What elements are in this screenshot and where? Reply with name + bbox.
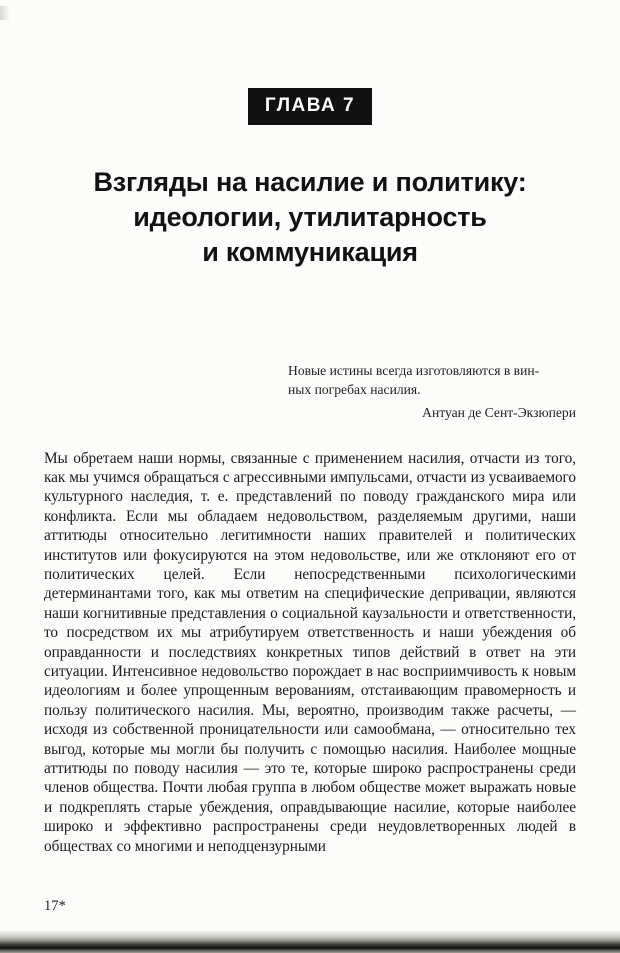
scan-bottom-edge xyxy=(0,931,620,953)
epigraph-text-line-1: Новые истины всегда изготовляются в вин- xyxy=(288,363,540,378)
page-number: 17* xyxy=(44,898,66,914)
epigraph-author: Антуан де Сент-Экзюпери xyxy=(422,405,576,420)
scan-corner-artifact xyxy=(0,6,10,20)
page-title-line-3: и коммуникация xyxy=(202,237,418,267)
epigraph-text-line-2: ных погребах насилия. xyxy=(288,381,421,397)
page-title-line-1: Взгляды на насилие и политику: xyxy=(93,167,527,197)
page-title-line-2: идеологии, утилитарность xyxy=(133,202,487,232)
page-title xyxy=(30,165,590,270)
body-paragraph: Мы обретаем наши нормы, связанные с применением насилия, отчасти из того, как мы учимся обращаться с агрессивными импульсами, отчасти из усваиваемого культурного наследия, т. е. представлений по поводу гражданского мира или конфликта. Если мы обладаем недовольством, разделяемым другими, наши аттитюды относительно легитимности наших правителей и политических институтов или фокусируются на этом недовольстве, или же отклоняют его от политических целей. Если непосредственными психологическими детерминантами того, как мы ответим на специфические депривации, являются наши когнитивные представления о социальной каузальности и ответственности, то посредством их мы атрибутируем ответственность и наши убеждения об оправданности и последствиях конкретных типов действий в ответ на эти ситуации. Интенсивное недовольство порождает в нас восприимчивость к новым идеологиям и более упрощенным верованиям, отстаивающим правомерность и пользу политического насилия. Мы, вероятно, производим также расчеты, — исходя из собственной проницательности или самообмана, — относительно тех выгод, которые мы могли бы получить с помощью насилия. Наиболее мощные аттитюды по поводу насилия — это те, которые широко распространены среди членов общества. Почти любая группа в любом обществе может выражать новые и подкреплять старые убеждения, оправдывающие насилие, которые наиболее широко и эффективно распространены среди неудовлетворенных людей в обществах со многими и неподцензурными xyxy=(44,449,576,855)
chapter-heading-label: ГЛАВА 7 xyxy=(264,95,356,116)
epigraph xyxy=(288,362,576,423)
chapter-heading xyxy=(248,88,372,125)
